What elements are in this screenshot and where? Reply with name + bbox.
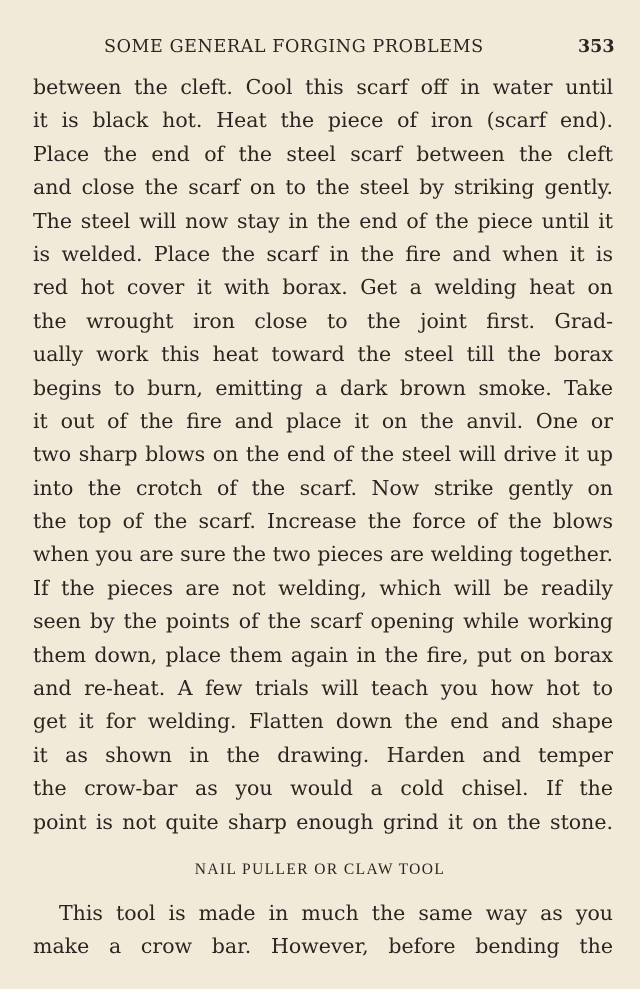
text-line: and close the scarf on to the steel by striking gently. [33,175,613,200]
text-line: make a crow bar. However, before bending the [33,934,613,959]
text-line: point is not quite sharp enough grind it on the stone. [33,809,613,834]
text-line: red hot cover it with borax. Get a welding heat on [33,275,613,300]
text-line: This tool is made in much the same way as you [59,901,613,925]
page-number: 353 [578,37,615,57]
text-line: the crow-bar as you would a cold chisel. If the [33,776,613,801]
text-line: it out of the fire and place it on the anvil. One or [33,408,613,433]
text-line: into the crotch of the scarf. Now strike gently on [33,475,613,500]
text-line: Place the end of the steel scarf between the cleft [33,141,613,166]
text-line: ually work this heat toward the steel till the borax [33,342,613,367]
running-title: SOME GENERAL FORGING PROBLEMS [104,37,484,57]
body-paragraph [33,71,613,839]
text-line: get it for welding. Flatten down the end and shape [33,709,613,734]
text-line: begins to burn, emitting a dark brown smoke. Take [33,375,613,400]
text-line: seen by the points of the scarf opening while working [33,609,613,634]
running-head [0,37,640,63]
text-line: two sharp blows on the end of the steel will drive it up [33,442,613,467]
text-line: the wrought iron close to the joint first. Grad- [33,308,613,333]
text-line: it as shown in the drawing. Harden and temper [33,742,613,767]
text-line: If the pieces are not welding, which will be readily [33,575,613,600]
text-line: it is black hot. Heat the piece of iron (scarf end). [33,108,613,133]
text-line: is welded. Place the scarf in the fire and when it is [33,241,613,266]
text-line: The steel will now stay in the end of the piece until it [33,208,613,233]
text-line: when you are sure the two pieces are welding together. [33,542,613,567]
section-heading: NAIL PULLER OR CLAW TOOL [194,861,446,878]
text-line: between the cleft. Cool this scarf off in water until [33,75,613,99]
text-line: the top of the scarf. Increase the force of the blows [33,509,613,534]
text-line: them down, place them again in the fire, put on borax [33,642,613,667]
text-line: and re-heat. A few trials will teach you how hot to [33,676,613,701]
section-paragraph [33,897,613,964]
